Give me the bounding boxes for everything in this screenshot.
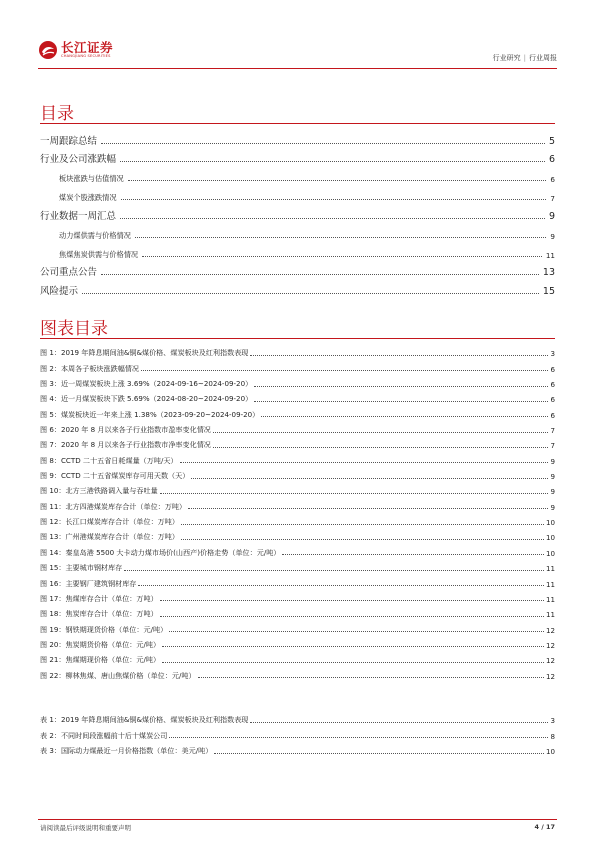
dot-leader <box>128 180 547 181</box>
entry-label: 图 12：长江口煤炭库存合计（单位：万吨） <box>40 517 179 527</box>
dot-leader <box>254 386 548 387</box>
entry-label: 图 1：2019 年降息期间油&铜&煤价格、煤炭板块及红利指数表现 <box>40 348 249 358</box>
entry-page-number: 6 <box>550 175 555 184</box>
entry-page-number: 11 <box>545 579 555 589</box>
dot-leader <box>120 218 545 219</box>
entry-page-number: 10 <box>545 548 555 558</box>
entry-page-number: 9 <box>550 472 555 482</box>
entry-page-number: 9 <box>550 231 555 241</box>
figure-entry[interactable] <box>40 573 555 588</box>
dot-leader <box>101 143 545 144</box>
dot-leader <box>250 355 548 356</box>
entry-label: 行业数据一周汇总 <box>40 210 117 222</box>
dot-leader <box>124 570 544 571</box>
table-entry[interactable] <box>40 725 555 740</box>
dot-leader <box>214 753 544 754</box>
figure-entry[interactable] <box>40 404 555 419</box>
entry-page-number: 13 <box>542 267 555 278</box>
entry-page-number: 6 <box>550 395 555 405</box>
toc-entry[interactable] <box>40 278 555 297</box>
dot-leader <box>138 585 544 586</box>
entry-page-number: 9 <box>548 210 555 222</box>
toc-entry[interactable] <box>40 165 555 184</box>
entry-page-number: 11 <box>545 594 555 604</box>
toc-entry[interactable] <box>40 222 555 241</box>
entry-page-number: 15 <box>542 285 555 297</box>
dot-leader <box>213 447 549 448</box>
brand-name-en: CHANGJIANG SECURITIES <box>61 54 111 58</box>
entry-label: 图 15：主要城市钢材库存 <box>40 563 123 573</box>
entry-page-number: 9 <box>550 502 555 512</box>
entry-page-number: 11 <box>545 564 555 574</box>
dot-leader <box>181 524 544 525</box>
report-type-label: 行业周报 <box>529 54 557 62</box>
entry-label: 风险提示 <box>40 285 79 297</box>
entry-label: 煤炭个股涨跌情况 <box>59 193 117 202</box>
entry-page-number: 7 <box>550 441 555 451</box>
entry-label: 图 3：近一周煤炭板块上涨 3.69%（2024-09-16~2024-09-20） <box>40 379 253 389</box>
brand-name-cn: 长江证券 <box>61 40 114 55</box>
figure-entry[interactable] <box>40 496 555 511</box>
dot-leader <box>181 539 544 540</box>
figure-entry[interactable] <box>40 650 555 665</box>
figure-entry[interactable] <box>40 558 555 573</box>
figure-entry[interactable] <box>40 343 555 358</box>
entry-label: 一周跟踪总结 <box>40 135 98 147</box>
dot-leader <box>213 432 549 433</box>
entry-label: 板块涨跌与估值情况 <box>59 174 124 183</box>
entry-page-number: 8 <box>550 731 555 741</box>
toc-title-divider <box>40 123 555 124</box>
entry-label: 图 17：焦煤库存合计（单位：万吨） <box>40 593 158 603</box>
dot-leader <box>180 462 549 463</box>
dot-leader <box>82 293 539 294</box>
toc-entry[interactable] <box>40 260 555 279</box>
table-list <box>40 710 555 756</box>
page-number: 4 / 17 <box>534 823 555 831</box>
entry-page-number: 12 <box>545 625 555 635</box>
report-category <box>493 53 557 63</box>
entry-label: 图 22：柳林焦煤、唐山焦煤价格（单位：元/吨） <box>40 670 196 680</box>
toc-entry[interactable] <box>40 184 555 203</box>
dot-leader <box>188 508 548 509</box>
figure-entry[interactable] <box>40 635 555 650</box>
dot-leader <box>160 493 549 494</box>
dot-leader <box>169 631 544 632</box>
figure-entry[interactable] <box>40 358 555 373</box>
dot-leader <box>198 677 544 678</box>
entry-label: 图 8：CCTD 二十五省日耗煤量（万吨/天） <box>40 455 178 465</box>
footer-disclaimer: 请阅读最后评级说明和重要声明 <box>40 824 131 832</box>
entry-label: 图 19：钢铁期现货价格（单位：元/吨） <box>40 624 168 634</box>
figure-list <box>40 343 555 681</box>
header-divider <box>38 68 557 69</box>
dot-leader <box>120 161 545 162</box>
category-label: 行业研究 <box>492 54 521 62</box>
figures-title-divider <box>40 338 555 339</box>
entry-page-number: 11 <box>545 610 555 620</box>
entry-page-number: 10 <box>545 747 555 757</box>
entry-label: 表 1：2019 年降息期间油&铜&煤价格、煤炭板块及红利指数表现 <box>40 715 249 725</box>
table-entry[interactable] <box>40 741 555 756</box>
toc-entry[interactable] <box>40 203 555 222</box>
dot-leader <box>250 722 548 723</box>
figure-entry[interactable] <box>40 481 555 496</box>
entry-page-number: 11 <box>545 250 555 260</box>
toc-title: 目录 <box>40 104 74 124</box>
dot-leader <box>261 416 548 417</box>
figure-entry[interactable] <box>40 450 555 465</box>
dot-leader <box>169 737 548 738</box>
entry-label: 图 21：焦煤期现价格（单位：元/吨） <box>40 655 161 665</box>
entry-page-number: 3 <box>550 349 555 359</box>
entry-label: 图 6：2020 年 8 月以来各子行业指数市盈率变化情况 <box>40 425 211 435</box>
dot-leader <box>282 554 544 555</box>
entry-page-number: 7 <box>550 426 555 436</box>
entry-page-number: 9 <box>550 487 555 497</box>
figure-entry[interactable] <box>40 420 555 435</box>
footer-divider <box>38 819 557 820</box>
figure-entry[interactable] <box>40 542 555 557</box>
toc-entry[interactable] <box>40 241 555 260</box>
entry-label: 图 11：北方四港煤炭库存合计（单位：万吨） <box>40 501 187 511</box>
entry-page-number: 6 <box>550 410 555 420</box>
entry-page-number: 3 <box>550 716 555 726</box>
entry-label: 图 20：焦炭期货价格（单位：元/吨） <box>40 639 161 649</box>
entry-label: 图 5：煤炭板块近一年来上涨 1.38%（2023-09-20~2024-09-20） <box>40 409 260 419</box>
dot-leader <box>121 199 547 200</box>
dot-leader <box>135 237 547 238</box>
dot-leader <box>191 478 548 479</box>
dot-leader <box>142 256 542 257</box>
entry-label: 图 14：秦皇岛港 5500 大卡动力煤市场价(山西产)价格走势（单位：元/吨） <box>40 547 281 557</box>
entry-page-number: 9 <box>550 456 555 466</box>
dot-leader <box>160 616 544 617</box>
dot-leader <box>162 662 544 663</box>
figures-title: 图表目录 <box>40 319 108 339</box>
entry-label: 动力煤供需与价格情况 <box>59 230 131 240</box>
figure-entry[interactable] <box>40 374 555 389</box>
entry-label: 图 7：2020 年 8 月以来各子行业指数市净率变化情况 <box>40 440 211 450</box>
dot-leader <box>141 370 548 371</box>
figure-entry[interactable] <box>40 619 555 634</box>
entry-label: 图 13：广州港煤炭库存合计（单位：万吨） <box>40 532 179 542</box>
dot-leader <box>101 274 539 275</box>
entry-label: 图 10：北方三港铁路调入量与吞吐量 <box>40 486 158 496</box>
entry-label: 图 2：本周各子板块涨跌幅情况 <box>40 363 139 373</box>
figure-entry[interactable] <box>40 589 555 604</box>
dot-leader <box>254 401 548 402</box>
entry-page-number: 12 <box>545 640 555 650</box>
entry-page-number: 6 <box>550 380 555 390</box>
toc-entry[interactable] <box>40 128 555 147</box>
header-separator: | <box>523 54 526 62</box>
figure-entry[interactable] <box>40 512 555 527</box>
entry-page-number: 10 <box>545 518 555 528</box>
figure-entry[interactable] <box>40 389 555 404</box>
entry-page-number: 12 <box>545 671 555 681</box>
entry-label: 表 3：国际动力煤最近一月价格指数（单位：美元/吨） <box>40 746 213 756</box>
entry-page-number: 5 <box>548 135 555 147</box>
entry-label: 图 4：近一月煤炭板块下跌 5.69%（2024-08-20~2024-09-20） <box>40 394 253 404</box>
page-header <box>38 38 557 66</box>
figure-entry[interactable] <box>40 527 555 542</box>
entry-label: 图 16：主要钢厂建筑钢材库存 <box>40 578 137 588</box>
entry-label: 行业及公司涨跌幅 <box>40 154 117 165</box>
toc-entry[interactable] <box>40 147 555 166</box>
entry-label: 表 2：不同时间段涨幅前十后十煤炭公司 <box>40 730 168 740</box>
figure-entry[interactable] <box>40 604 555 619</box>
entry-page-number: 7 <box>550 194 555 203</box>
dot-leader <box>162 646 544 647</box>
entry-page-number: 6 <box>548 154 555 165</box>
entry-label: 公司重点公告 <box>40 267 98 278</box>
table-of-contents <box>40 128 555 297</box>
entry-label: 焦煤焦炭供需与价格情况 <box>59 249 139 259</box>
dot-leader <box>160 600 544 601</box>
figure-entry[interactable] <box>40 435 555 450</box>
changjiang-logo-icon <box>38 40 58 60</box>
entry-label: 图 9：CCTD 二十五省煤炭库存可用天数（天） <box>40 471 190 481</box>
entry-page-number: 12 <box>545 656 555 666</box>
company-logo <box>38 40 113 60</box>
figure-entry[interactable] <box>40 466 555 481</box>
entry-label: 图 18：焦炭库存合计（单位：万吨） <box>40 609 158 619</box>
entry-page-number: 10 <box>545 533 555 543</box>
table-entry[interactable] <box>40 710 555 725</box>
figure-entry[interactable] <box>40 665 555 680</box>
entry-page-number: 6 <box>550 364 555 374</box>
